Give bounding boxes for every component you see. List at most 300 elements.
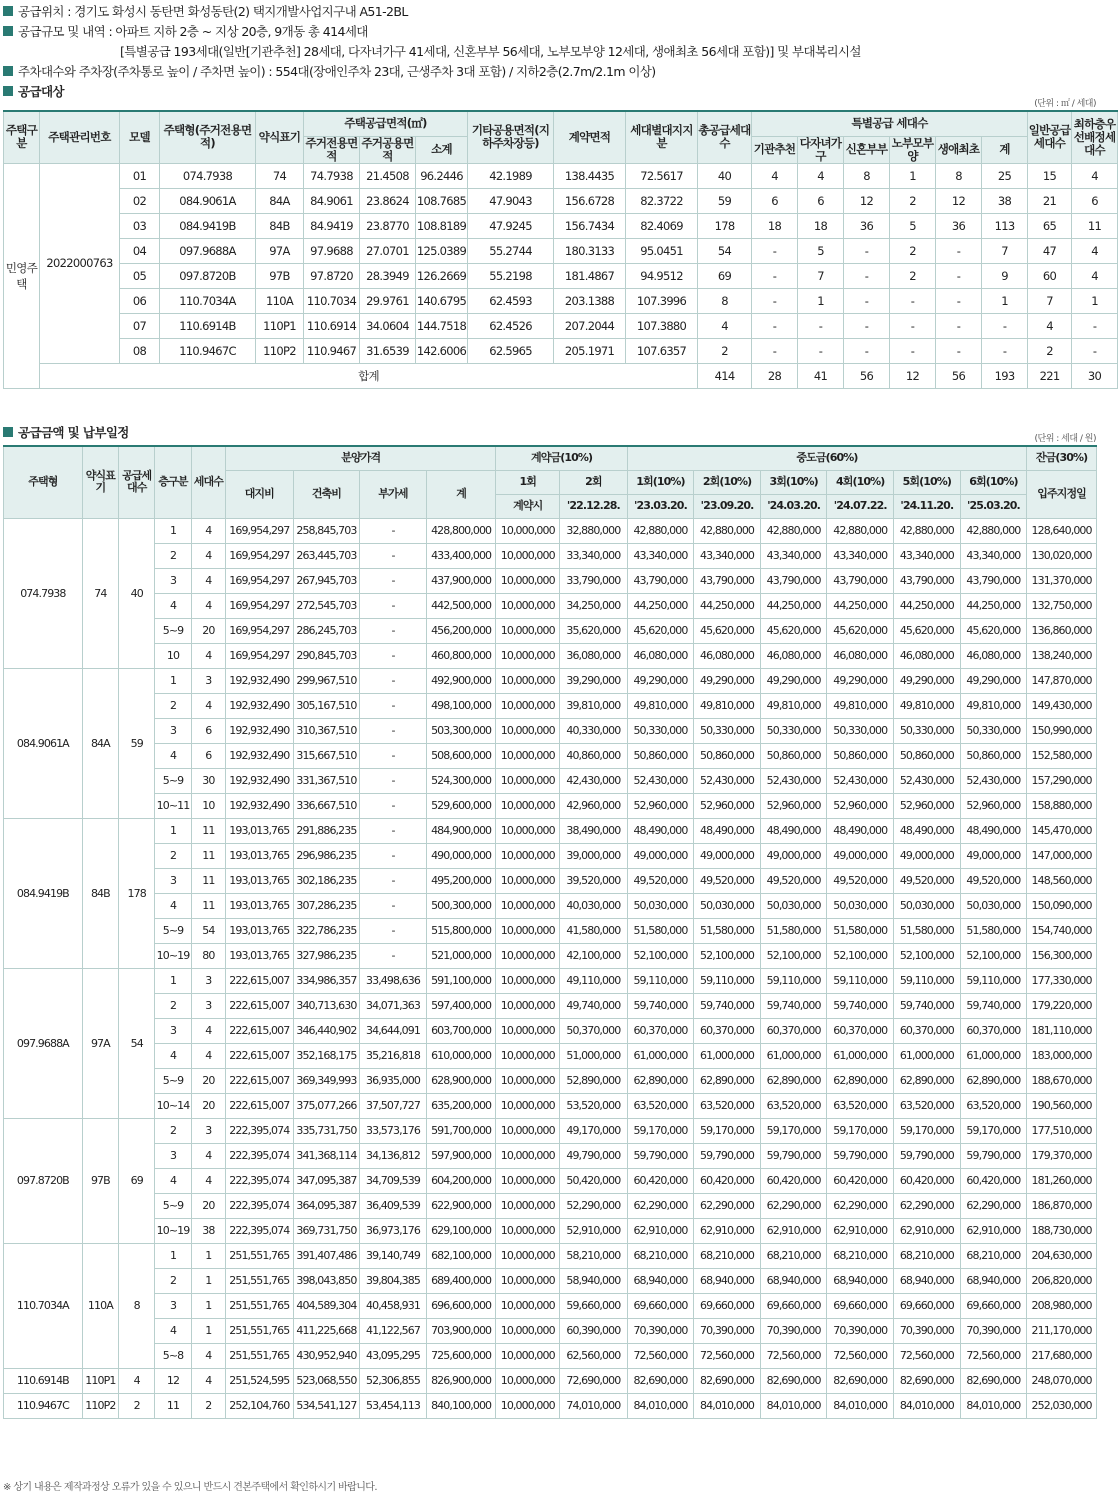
table-cell: 39,804,385 — [360, 1268, 427, 1293]
mid-payment-cell: 51,580,000 — [827, 918, 894, 943]
housing-type-cell: 민영주택 — [4, 163, 40, 388]
mid-payment-cell: 59,790,000 — [960, 1143, 1027, 1168]
table-row — [4, 213, 1118, 238]
col-header-abbr: 약식표기 — [82, 446, 118, 518]
mid-payment-cell: 68,940,000 — [760, 1268, 827, 1293]
mid-payment-cell: 59,790,000 — [694, 1143, 761, 1168]
table-cell: 508,600,000 — [426, 743, 496, 768]
table-cell: 156.6728 — [554, 188, 626, 213]
mid-payment-cell: 49,520,000 — [827, 868, 894, 893]
mid-payment-cell: 49,520,000 — [627, 868, 694, 893]
mid-payment-cell: 59,790,000 — [760, 1143, 827, 1168]
table-cell: 10,000,000 — [496, 1293, 560, 1318]
table-cell: 689,400,000 — [426, 1268, 496, 1293]
table-cell: 40,860,000 — [560, 743, 628, 768]
mid-payment-cell: 60,370,000 — [627, 1018, 694, 1043]
mid-payment-cell: 59,740,000 — [894, 993, 961, 1018]
table-row — [4, 743, 1097, 768]
table-cell: - — [844, 313, 890, 338]
table-cell: 391,407,486 — [293, 1243, 360, 1268]
mid-payment-cell: 69,660,000 — [694, 1293, 761, 1318]
table-cell: 07 — [120, 313, 160, 338]
mid-payment-cell: 60,370,000 — [694, 1018, 761, 1043]
mid-payment-cell: 84,010,000 — [894, 1393, 961, 1418]
table-cell: 8 — [844, 163, 890, 188]
balance-cell: 190,560,000 — [1027, 1093, 1097, 1118]
mid-payment-cell: 52,100,000 — [960, 943, 1027, 968]
mid-payment-cell: 43,340,000 — [694, 543, 761, 568]
table-cell: 4 — [798, 163, 844, 188]
table-cell: 10,000,000 — [496, 1143, 560, 1168]
house-type-cell: 074.7938 — [4, 518, 83, 668]
table-row — [4, 288, 1118, 313]
table-cell: 456,200,000 — [426, 618, 496, 643]
col-header-sp-elder: 노부모부양 — [890, 136, 936, 163]
mid-payment-cell: 48,490,000 — [960, 818, 1027, 843]
table-cell: 10,000,000 — [496, 968, 560, 993]
total-cell: 193 — [982, 363, 1028, 388]
mid-payment-cell: 43,340,000 — [960, 543, 1027, 568]
mid-payment-cell: 52,960,000 — [960, 793, 1027, 818]
mid-payment-cell: 72,560,000 — [694, 1343, 761, 1368]
table-cell: 369,349,993 — [293, 1068, 360, 1093]
table-cell: 97A — [256, 238, 304, 263]
table-cell: 4 — [698, 313, 752, 338]
table-cell: - — [936, 338, 982, 363]
table-cell: 113 — [982, 213, 1028, 238]
table-cell: 222,395,074 — [226, 1193, 294, 1218]
table-cell: 222,395,074 — [226, 1168, 294, 1193]
table-cell: 515,800,000 — [426, 918, 496, 943]
table-cell: 47.9245 — [468, 213, 554, 238]
mid-payment-cell: 49,290,000 — [627, 668, 694, 693]
balance-cell: 150,990,000 — [1027, 718, 1097, 743]
table-cell: 11 — [191, 843, 225, 868]
table-cell: 53,520,000 — [560, 1093, 628, 1118]
table-cell: 4 — [191, 518, 225, 543]
table-cell: 10,000,000 — [496, 1043, 560, 1068]
table-cell: 169,954,297 — [226, 543, 294, 568]
mid-payment-cell: 46,080,000 — [827, 643, 894, 668]
mid-payment-cell: 52,100,000 — [760, 943, 827, 968]
table-cell: 222,615,007 — [226, 1018, 294, 1043]
mid-payment-cell: 60,420,000 — [894, 1168, 961, 1193]
table-row — [4, 718, 1097, 743]
mid-payment-cell: 49,290,000 — [960, 668, 1027, 693]
table-cell: 97.8720 — [304, 263, 360, 288]
total-cell: 414 — [698, 363, 752, 388]
table-cell: 628,900,000 — [426, 1068, 496, 1093]
mid-payment-cell: 59,740,000 — [760, 993, 827, 1018]
col-header-deposit-group: 계약금(10%) — [496, 446, 627, 470]
table-cell: 6 — [752, 188, 798, 213]
table-cell: 5~9 — [155, 918, 191, 943]
bullet-square-icon — [3, 26, 13, 36]
mid-payment-cell: 45,620,000 — [694, 618, 761, 643]
table-cell: 39,290,000 — [560, 668, 628, 693]
balance-cell: 217,680,000 — [1027, 1343, 1097, 1368]
table-cell: 2 — [698, 338, 752, 363]
table-cell: 369,731,750 — [293, 1218, 360, 1243]
mid-payment-cell: 68,940,000 — [894, 1268, 961, 1293]
balance-cell: 188,670,000 — [1027, 1068, 1097, 1093]
table-cell: 460,800,000 — [426, 643, 496, 668]
table-cell: 34,709,539 — [360, 1168, 427, 1193]
mid-payment-cell: 50,330,000 — [627, 718, 694, 743]
col-header-dep2: 2회 — [560, 470, 628, 494]
mid-payment-cell: 62,290,000 — [627, 1193, 694, 1218]
mid-payment-cell: 45,620,000 — [894, 618, 961, 643]
table-cell: 20 — [191, 1093, 225, 1118]
table-cell: 1 — [191, 1318, 225, 1343]
table-cell: 428,800,000 — [426, 518, 496, 543]
table-cell: 05 — [120, 263, 160, 288]
table-row — [4, 313, 1118, 338]
table-cell: 33,340,000 — [560, 543, 628, 568]
balance-cell: 132,750,000 — [1027, 593, 1097, 618]
mid-payment-cell: 60,370,000 — [894, 1018, 961, 1043]
table-cell: 10,000,000 — [496, 1343, 560, 1368]
mid-payment-cell: 43,790,000 — [827, 568, 894, 593]
total-cell: 28 — [752, 363, 798, 388]
table-cell: 74 — [256, 163, 304, 188]
table-cell: 3 — [155, 868, 191, 893]
table-cell: 193,013,765 — [226, 893, 294, 918]
table-cell: 084.9061A — [160, 188, 256, 213]
table-cell: 442,500,000 — [426, 593, 496, 618]
mid-payment-cell: 44,250,000 — [894, 593, 961, 618]
mid-payment-cell: 82,690,000 — [827, 1368, 894, 1393]
balance-cell: 136,860,000 — [1027, 618, 1097, 643]
table-row — [4, 1143, 1097, 1168]
mid-payment-cell: 69,660,000 — [627, 1293, 694, 1318]
table-cell: 2 — [155, 693, 191, 718]
mid-payment-cell: 69,660,000 — [894, 1293, 961, 1318]
table-cell: 49,740,000 — [560, 993, 628, 1018]
col-header-mid-4: 4회(10%) — [827, 470, 894, 494]
mid-payment-cell: 62,890,000 — [894, 1068, 961, 1093]
table-cell: 36,973,176 — [360, 1218, 427, 1243]
table-cell: 10,000,000 — [496, 1018, 560, 1043]
table-cell: 5~9 — [155, 618, 191, 643]
table-cell: 142.6006 — [416, 338, 468, 363]
table-cell: - — [936, 238, 982, 263]
table-cell: 25 — [982, 163, 1028, 188]
table-cell: 696,600,000 — [426, 1293, 496, 1318]
bullet-square-icon — [3, 6, 13, 16]
table-cell: 10~14 — [155, 1093, 191, 1118]
col-header-area-group: 주택공급면적(㎡) — [304, 111, 468, 136]
table-cell: 36,409,539 — [360, 1193, 427, 1218]
balance-cell: 188,730,000 — [1027, 1218, 1097, 1243]
table-cell: 169,954,297 — [226, 518, 294, 543]
table-cell: 4 — [191, 1368, 225, 1393]
table-cell: 610,000,000 — [426, 1043, 496, 1068]
table-cell: 334,986,357 — [293, 968, 360, 993]
table-cell: 110P1 — [256, 313, 304, 338]
balance-cell: 148,560,000 — [1027, 868, 1097, 893]
table-cell: 430,952,940 — [293, 1343, 360, 1368]
payment-unit: (단위 : 세대 / 원) — [1034, 434, 1096, 444]
mid-payment-cell: 43,790,000 — [894, 568, 961, 593]
table-cell: - — [752, 238, 798, 263]
table-cell: 38 — [982, 188, 1028, 213]
col-header-lowest-floor: 최하층우선배정세대수 — [1072, 111, 1118, 163]
table-cell: - — [360, 918, 427, 943]
table-cell: - — [360, 543, 427, 568]
mid-payment-cell: 82,690,000 — [960, 1368, 1027, 1393]
col-header-subtotal: 소계 — [416, 136, 468, 163]
table-cell: 1 — [1072, 288, 1118, 313]
bullet-square-icon — [3, 427, 13, 437]
table-cell: 36,080,000 — [560, 643, 628, 668]
table-cell: 193,013,765 — [226, 943, 294, 968]
supply-targets-title-text: 공급대상 — [18, 84, 64, 99]
table-cell: 192,932,490 — [226, 743, 294, 768]
mid-payment-cell: 50,030,000 — [760, 893, 827, 918]
table-cell: 1 — [191, 1243, 225, 1268]
table-cell: 258,845,703 — [293, 518, 360, 543]
table-cell: 2 — [155, 1268, 191, 1293]
mid-payment-cell: 44,250,000 — [760, 593, 827, 618]
table-cell: 169,954,297 — [226, 568, 294, 593]
table-cell: 10~19 — [155, 943, 191, 968]
table-cell: 10,000,000 — [496, 893, 560, 918]
table-cell: 11 — [1072, 213, 1118, 238]
mid-payment-cell: 45,620,000 — [827, 618, 894, 643]
col-header-dep1: 1회 — [496, 470, 560, 494]
table-cell: 591,700,000 — [426, 1118, 496, 1143]
mid-payment-cell: 43,340,000 — [894, 543, 961, 568]
table-cell: 169,954,297 — [226, 593, 294, 618]
table-row — [4, 1393, 1097, 1418]
table-cell: - — [982, 338, 1028, 363]
table-row — [4, 1368, 1097, 1393]
supply-targets-unit: (단위 : ㎡ / 세대) — [1034, 99, 1096, 109]
table-cell: - — [844, 338, 890, 363]
table-cell: 222,395,074 — [226, 1143, 294, 1168]
table-cell: 433,400,000 — [426, 543, 496, 568]
table-cell: 49,170,000 — [560, 1118, 628, 1143]
table-cell: 9 — [982, 263, 1028, 288]
table-cell: 4 — [191, 1018, 225, 1043]
table-cell: 29.9761 — [360, 288, 416, 313]
mid-payment-cell: 49,520,000 — [694, 868, 761, 893]
mid-payment-cell: 62,910,000 — [627, 1218, 694, 1243]
col-header-sp-newly: 신혼부부 — [844, 136, 890, 163]
col-header-mid-5-date: '24.11.20. — [894, 494, 961, 518]
table-cell: 335,731,750 — [293, 1118, 360, 1143]
table-cell: 307,286,235 — [293, 893, 360, 918]
table-cell: 097.8720B — [160, 263, 256, 288]
table-cell: 54 — [698, 238, 752, 263]
mid-payment-cell: 50,860,000 — [627, 743, 694, 768]
mid-payment-cell: 44,250,000 — [694, 593, 761, 618]
mid-payment-cell: 62,890,000 — [960, 1068, 1027, 1093]
mid-payment-cell: 62,890,000 — [627, 1068, 694, 1093]
table-cell: - — [360, 943, 427, 968]
mid-payment-cell: 50,330,000 — [894, 718, 961, 743]
table-cell: 4 — [191, 1143, 225, 1168]
table-cell: 15 — [1028, 163, 1072, 188]
table-cell: 60,390,000 — [560, 1318, 628, 1343]
supply-targets-title — [3, 82, 64, 100]
col-header-mid-2-date: '23.09.20. — [694, 494, 761, 518]
table-cell: 4 — [191, 593, 225, 618]
table-cell: 251,551,765 — [226, 1268, 294, 1293]
mid-payment-cell: 49,810,000 — [894, 693, 961, 718]
supply-units-cell: 8 — [119, 1243, 155, 1368]
table-cell: 500,300,000 — [426, 893, 496, 918]
balance-cell: 204,630,000 — [1027, 1243, 1097, 1268]
table-cell: 4 — [155, 1168, 191, 1193]
col-header-land: 대지비 — [226, 470, 294, 518]
table-cell: 597,400,000 — [426, 993, 496, 1018]
col-header-excl: 주거전용면적 — [305, 135, 358, 163]
table-cell: 144.7518 — [416, 313, 468, 338]
table-row — [4, 188, 1118, 213]
mid-payment-cell: 49,810,000 — [694, 693, 761, 718]
mid-payment-cell: 59,170,000 — [627, 1118, 694, 1143]
total-cell: 221 — [1028, 363, 1072, 388]
mid-payment-cell: 52,430,000 — [894, 768, 961, 793]
table-cell: - — [844, 288, 890, 313]
table-cell: 140.6795 — [416, 288, 468, 313]
mid-payment-cell: 63,520,000 — [694, 1093, 761, 1118]
table-cell: 52,910,000 — [560, 1218, 628, 1243]
table-cell: 97B — [256, 263, 304, 288]
mid-payment-cell: 50,330,000 — [694, 718, 761, 743]
table-cell: 10,000,000 — [496, 1368, 560, 1393]
mid-payment-cell: 50,030,000 — [827, 893, 894, 918]
abbr-cell: 110A — [82, 1243, 118, 1368]
table-cell: 43,095,295 — [360, 1343, 427, 1368]
balance-cell: 183,000,000 — [1027, 1043, 1097, 1068]
balance-cell: 128,640,000 — [1027, 518, 1097, 543]
mid-payment-cell: 68,940,000 — [627, 1268, 694, 1293]
table-cell: 5~8 — [155, 1343, 191, 1368]
table-cell: 42,960,000 — [560, 793, 628, 818]
mid-payment-cell: 43,790,000 — [694, 568, 761, 593]
mid-payment-cell: 52,960,000 — [627, 793, 694, 818]
table-cell: 2 — [155, 1118, 191, 1143]
table-cell: 3 — [155, 1018, 191, 1043]
table-cell: 49,110,000 — [560, 968, 628, 993]
table-row — [4, 668, 1097, 693]
total-cell: 41 — [798, 363, 844, 388]
table-cell: 4 — [752, 163, 798, 188]
mid-payment-cell: 63,520,000 — [627, 1093, 694, 1118]
mid-payment-cell: 84,010,000 — [960, 1393, 1027, 1418]
mid-payment-cell: 63,520,000 — [894, 1093, 961, 1118]
mid-payment-cell: 43,790,000 — [960, 568, 1027, 593]
table-cell: 80 — [191, 943, 225, 968]
table-cell: 340,713,630 — [293, 993, 360, 1018]
table-cell: 375,077,266 — [293, 1093, 360, 1118]
balance-cell: 186,870,000 — [1027, 1193, 1097, 1218]
table-cell: - — [1072, 313, 1118, 338]
col-header-vat: 부가세 — [360, 470, 427, 518]
mid-payment-cell: 62,290,000 — [827, 1193, 894, 1218]
table-cell: 55.2198 — [468, 263, 554, 288]
mid-payment-cell: 60,420,000 — [627, 1168, 694, 1193]
table-cell: 10,000,000 — [496, 1318, 560, 1343]
table-cell: 01 — [120, 163, 160, 188]
balance-cell: 181,260,000 — [1027, 1168, 1097, 1193]
abbr-cell: 84B — [82, 818, 118, 968]
table-cell: 72.5617 — [626, 163, 698, 188]
col-header-balance-date: 입주지정일 — [1027, 470, 1097, 518]
table-cell: 3 — [155, 1143, 191, 1168]
table-row — [4, 1243, 1097, 1268]
mid-payment-cell: 72,560,000 — [960, 1343, 1027, 1368]
table-cell: 10,000,000 — [496, 718, 560, 743]
table-cell: 7 — [982, 238, 1028, 263]
table-cell: 33,498,636 — [360, 968, 427, 993]
table-cell: 28.3949 — [360, 263, 416, 288]
table-cell: 32,880,000 — [560, 518, 628, 543]
col-header-mid-1-date: '23.03.20. — [627, 494, 694, 518]
table-cell: - — [890, 313, 936, 338]
table-cell: 39,810,000 — [560, 693, 628, 718]
mid-payment-cell: 84,010,000 — [760, 1393, 827, 1418]
table-cell: 10,000,000 — [496, 1093, 560, 1118]
table-cell: 327,986,235 — [293, 943, 360, 968]
payment-schedule-table — [3, 445, 1097, 1419]
table-cell: 138.4435 — [554, 163, 626, 188]
table-cell: 084.9419B — [160, 213, 256, 238]
mid-payment-cell: 59,790,000 — [627, 1143, 694, 1168]
table-cell: 10,000,000 — [496, 543, 560, 568]
mid-payment-cell: 49,810,000 — [627, 693, 694, 718]
table-cell: 5~9 — [155, 1193, 191, 1218]
table-cell: 38,490,000 — [560, 818, 628, 843]
table-cell: - — [982, 313, 1028, 338]
parking-text: 주차대수와 주차장(주차통로 높이 / 주차면 높이) : 554대(장애인주차 23대, 근생주차 3대 포함) / 지하2층(2.7m/2.1m 이상) — [18, 64, 656, 79]
table-row — [4, 893, 1097, 918]
mid-payment-cell: 82,690,000 — [694, 1368, 761, 1393]
table-cell: - — [1072, 338, 1118, 363]
mid-payment-cell: 44,250,000 — [827, 593, 894, 618]
mid-payment-cell: 52,960,000 — [760, 793, 827, 818]
col-header-special-group: 특별공급 세대수 — [752, 111, 1028, 136]
table-cell: 37,507,727 — [360, 1093, 427, 1118]
balance-cell: 179,220,000 — [1027, 993, 1097, 1018]
table-cell: 10,000,000 — [496, 518, 560, 543]
mid-payment-cell: 62,910,000 — [827, 1218, 894, 1243]
table-cell: 315,667,510 — [293, 743, 360, 768]
table-cell: 97.9688 — [304, 238, 360, 263]
col-header-mid-6: 6회(10%) — [960, 470, 1027, 494]
table-cell: 10,000,000 — [496, 793, 560, 818]
mid-payment-cell: 62,910,000 — [894, 1218, 961, 1243]
table-cell: 52,306,855 — [360, 1368, 427, 1393]
table-cell: 34,644,091 — [360, 1018, 427, 1043]
table-cell: 110.6914 — [304, 313, 360, 338]
table-cell: 4 — [1072, 163, 1118, 188]
table-cell: 603,700,000 — [426, 1018, 496, 1043]
table-cell: 107.6357 — [626, 338, 698, 363]
mid-payment-cell: 68,210,000 — [960, 1243, 1027, 1268]
table-cell: 3 — [155, 568, 191, 593]
table-cell: 41,580,000 — [560, 918, 628, 943]
table-cell: 12 — [936, 188, 982, 213]
table-row — [4, 1218, 1097, 1243]
table-cell: 34,250,000 — [560, 593, 628, 618]
table-cell: 169,954,297 — [226, 643, 294, 668]
table-cell: 59,660,000 — [560, 1293, 628, 1318]
table-cell: 30 — [191, 768, 225, 793]
